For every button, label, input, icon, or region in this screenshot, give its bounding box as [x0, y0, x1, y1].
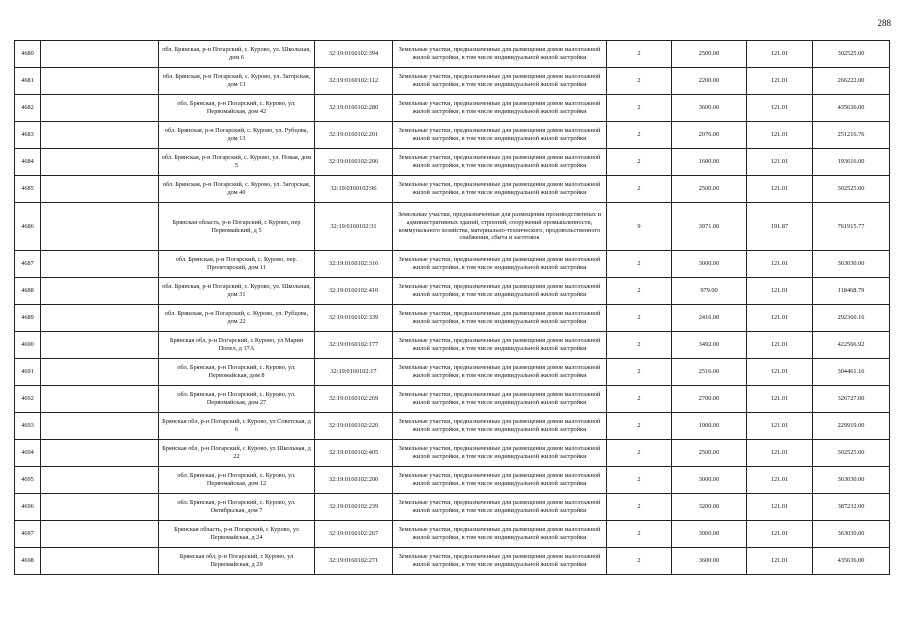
- cadastral-number-cell: 32:19:0160102:405: [315, 440, 393, 467]
- area-cell: 3600.00: [672, 95, 747, 122]
- use-group-cell: 2: [607, 149, 672, 176]
- table-row: [15, 122, 890, 149]
- land-use-cell: Земельные участки, предназначенные для размещения домов малоэтажной жилой застройки, в том числе индивидуальной жилой застройки: [393, 251, 607, 278]
- area-cell: 3600.00: [672, 548, 747, 575]
- specific-value-cell: 121.01: [747, 41, 813, 68]
- specific-value-cell: 121.01: [747, 494, 813, 521]
- use-group-cell: 2: [607, 521, 672, 548]
- page-number: 288: [877, 18, 891, 28]
- table-row: [15, 386, 890, 413]
- area-cell: 979.00: [672, 278, 747, 305]
- use-group-cell: 2: [607, 176, 672, 203]
- row-number-cell: 4697: [15, 521, 41, 548]
- cadastral-value-cell: 302525.00: [813, 176, 890, 203]
- area-cell: 1600.00: [672, 149, 747, 176]
- use-group-cell: 2: [607, 548, 672, 575]
- area-cell: 2500.00: [672, 440, 747, 467]
- row-number-cell: 4696: [15, 494, 41, 521]
- cadastral-number-cell: 32:19:0160102:410: [315, 278, 393, 305]
- row-number-cell: 4690: [15, 332, 41, 359]
- row-number-cell: 4691: [15, 359, 41, 386]
- row-number-cell: 4695: [15, 467, 41, 494]
- area-cell: 3971.00: [672, 203, 747, 251]
- cadastral-value-cell: 193616.00: [813, 149, 890, 176]
- table-row: [15, 251, 890, 278]
- cadastral-number-cell: 32:19:0160102:96: [315, 176, 393, 203]
- blank-cell: [41, 122, 159, 149]
- cadastral-value-cell: 229919.00: [813, 413, 890, 440]
- land-use-cell: Земельные участки, предназначенные для размещения домов малоэтажной жилой застройки, в том числе индивидуальной жилой застройки: [393, 359, 607, 386]
- land-use-cell: Земельные участки, предназначенные для размещения домов малоэтажной жилой застройки, в том числе индивидуальной жилой застройки: [393, 95, 607, 122]
- cadastral-number-cell: 32:19:0160102:200: [315, 467, 393, 494]
- use-group-cell: 2: [607, 305, 672, 332]
- specific-value-cell: 121.01: [747, 386, 813, 413]
- address-cell: Брянская обл, р-н Погарский, с Курово, ул Школьная, д 22: [159, 440, 315, 467]
- land-use-cell: Земельные участки, предназначенные для размещения домов малоэтажной жилой застройки, в том числе индивидуальной жилой застройки: [393, 521, 607, 548]
- cadastral-value-cell: 266222.00: [813, 68, 890, 95]
- row-number-cell: 4689: [15, 305, 41, 332]
- specific-value-cell: 121.01: [747, 440, 813, 467]
- use-group-cell: 9: [607, 203, 672, 251]
- cadastral-value-cell: 251216.76: [813, 122, 890, 149]
- cadastral-value-cell: 387232.00: [813, 494, 890, 521]
- area-cell: 2200.00: [672, 68, 747, 95]
- use-group-cell: 2: [607, 251, 672, 278]
- cadastral-value-cell: 422566.92: [813, 332, 890, 359]
- address-cell: Брянская область, р-н Погарский, с Курово, пер Первомайский, д 5: [159, 203, 315, 251]
- row-number-cell: 4693: [15, 413, 41, 440]
- blank-cell: [41, 149, 159, 176]
- use-group-cell: 2: [607, 41, 672, 68]
- blank-cell: [41, 95, 159, 122]
- blank-cell: [41, 251, 159, 278]
- specific-value-cell: 121.01: [747, 176, 813, 203]
- cadastral-number-cell: 32:19:0160102:220: [315, 413, 393, 440]
- table-row: [15, 413, 890, 440]
- table-row: [15, 149, 890, 176]
- use-group-cell: 2: [607, 95, 672, 122]
- row-number-cell: 4688: [15, 278, 41, 305]
- address-cell: обл. Брянская, р-н Погарский, с. Курово, ул. Октябрьская, дом 7: [159, 494, 315, 521]
- use-group-cell: 2: [607, 386, 672, 413]
- table-row: [15, 176, 890, 203]
- cadastral-number-cell: 32:19:0160102:112: [315, 68, 393, 95]
- land-use-cell: Земельные участки, предназначенные для размещения домов малоэтажной жилой застройки, в том числе индивидуальной жилой застройки: [393, 467, 607, 494]
- address-cell: обл. Брянская, р-н Погарский, с. Курово, ул. Школьная, дом 31: [159, 278, 315, 305]
- address-cell: обл. Брянская, р-н Погарский, с. Курово, ул. Первомайская, дом 42: [159, 95, 315, 122]
- row-number-cell: 4685: [15, 176, 41, 203]
- address-cell: обл. Брянская, р-н Погарский, с. Курово, ул. Первомайская, дом 27: [159, 386, 315, 413]
- cadastral-number-cell: 32:19:0160102:17: [315, 359, 393, 386]
- land-use-cell: Земельные участки, предназначенные для размещения домов малоэтажной жилой застройки, в том числе индивидуальной жилой застройки: [393, 548, 607, 575]
- specific-value-cell: 191.87: [747, 203, 813, 251]
- blank-cell: [41, 467, 159, 494]
- cadastral-value-cell: 302525.00: [813, 440, 890, 467]
- row-number-cell: 4682: [15, 95, 41, 122]
- address-cell: обл. Брянская, р-н Погарский, с. Курово, ул. Новая, дом 5: [159, 149, 315, 176]
- use-group-cell: 2: [607, 332, 672, 359]
- land-use-cell: Земельные участки, предназначенные для размещения домов малоэтажной жилой застройки, в том числе индивидуальной жилой застройки: [393, 494, 607, 521]
- address-cell: обл. Брянская, р-н Погарский, с. Курово, ул. Школьная, дом 6: [159, 41, 315, 68]
- row-number-cell: 4694: [15, 440, 41, 467]
- cadastral-value-cell: 363030.00: [813, 467, 890, 494]
- table-row: [15, 440, 890, 467]
- specific-value-cell: 121.01: [747, 413, 813, 440]
- cadastral-number-cell: 32:19:0160102:339: [315, 305, 393, 332]
- cadastral-number-cell: 32:19:0160102:271: [315, 548, 393, 575]
- specific-value-cell: 121.01: [747, 122, 813, 149]
- row-number-cell: 4687: [15, 251, 41, 278]
- address-cell: обл. Брянская, р-н Погарский, с. Курово, ул. Загорская, дом 40: [159, 176, 315, 203]
- row-number-cell: 4692: [15, 386, 41, 413]
- row-number-cell: 4686: [15, 203, 41, 251]
- row-number-cell: 4698: [15, 548, 41, 575]
- cadastral-number-cell: 32:19:0160102:31: [315, 203, 393, 251]
- use-group-cell: 2: [607, 413, 672, 440]
- area-cell: 3000.00: [672, 467, 747, 494]
- blank-cell: [41, 68, 159, 95]
- cadastral-value-cell: 435636.00: [813, 548, 890, 575]
- land-use-cell: Земельные участки, предназначенные для размещения домов малоэтажной жилой застройки, в том числе индивидуальной жилой застройки: [393, 122, 607, 149]
- land-use-cell: Земельные участки, предназначенные для размещения домов малоэтажной жилой застройки, в том числе индивидуальной жилой застройки: [393, 278, 607, 305]
- area-cell: 3200.00: [672, 494, 747, 521]
- blank-cell: [41, 386, 159, 413]
- area-cell: 2516.00: [672, 359, 747, 386]
- address-cell: Брянская область, р-н Погарский, с Курово, ул Первомайская, д 24: [159, 521, 315, 548]
- address-cell: обл. Брянская, р-н Погарский, с. Курово, ул. Рубцова, дом 13: [159, 122, 315, 149]
- blank-cell: [41, 440, 159, 467]
- specific-value-cell: 121.01: [747, 68, 813, 95]
- row-number-cell: 4684: [15, 149, 41, 176]
- use-group-cell: 2: [607, 494, 672, 521]
- table-row: [15, 359, 890, 386]
- land-use-cell: Земельные участки, предназначенные для размещения домов малоэтажной жилой застройки, в том числе индивидуальной жилой застройки: [393, 176, 607, 203]
- blank-cell: [41, 494, 159, 521]
- use-group-cell: 2: [607, 122, 672, 149]
- use-group-cell: 2: [607, 278, 672, 305]
- cadastral-number-cell: 32:19:0160102:267: [315, 521, 393, 548]
- land-use-cell: Земельные участки, предназначенные для размещения домов малоэтажной жилой застройки, в том числе индивидуальной жилой застройки: [393, 332, 607, 359]
- table-row: [15, 278, 890, 305]
- cadastral-value-cell: 363030.00: [813, 521, 890, 548]
- area-cell: 2500.00: [672, 176, 747, 203]
- blank-cell: [41, 305, 159, 332]
- land-use-cell: Земельные участки, предназначенные для размещения домов малоэтажной жилой застройки, в том числе индивидуальной жилой застройки: [393, 41, 607, 68]
- specific-value-cell: 121.01: [747, 359, 813, 386]
- use-group-cell: 2: [607, 467, 672, 494]
- cadastral-value-cell: 761915.77: [813, 203, 890, 251]
- address-cell: обл. Брянская, р-н Погарский, с. Курово, ул. Первомайская, дом 12: [159, 467, 315, 494]
- use-group-cell: 2: [607, 68, 672, 95]
- blank-cell: [41, 548, 159, 575]
- area-cell: 3492.00: [672, 332, 747, 359]
- cadastral-value-cell: 435636.00: [813, 95, 890, 122]
- address-cell: обл. Брянская, р-н Погарский, с. Курово, ул. Рубцова, дом 22: [159, 305, 315, 332]
- specific-value-cell: 121.01: [747, 521, 813, 548]
- land-use-cell: Земельные участки, предназначенные для размещения домов малоэтажной жилой застройки, в том числе индивидуальной жилой застройки: [393, 149, 607, 176]
- land-use-cell: Земельные участки, предназначенные для размещения домов малоэтажной жилой застройки, в том числе индивидуальной жилой застройки: [393, 68, 607, 95]
- table-row: [15, 548, 890, 575]
- row-number-cell: 4681: [15, 68, 41, 95]
- specific-value-cell: 121.01: [747, 467, 813, 494]
- area-cell: 3000.00: [672, 251, 747, 278]
- blank-cell: [41, 278, 159, 305]
- cadastral-value-cell: 302525.00: [813, 41, 890, 68]
- blank-cell: [41, 176, 159, 203]
- cadastral-value-cell: 118468.79: [813, 278, 890, 305]
- cadastral-number-cell: 32:19:0160102:269: [315, 386, 393, 413]
- table-row: [15, 467, 890, 494]
- specific-value-cell: 121.01: [747, 548, 813, 575]
- cadastral-value-cell: 363030.00: [813, 251, 890, 278]
- specific-value-cell: 121.01: [747, 95, 813, 122]
- cadastral-number-cell: 32:19:0160102:177: [315, 332, 393, 359]
- cadastral-value-cell: 326727.00: [813, 386, 890, 413]
- address-cell: обл. Брянская, р-н Погарский, с. Курово, пер. Пролетарский, дом 11: [159, 251, 315, 278]
- specific-value-cell: 121.01: [747, 149, 813, 176]
- land-use-cell: Земельные участки, предназначенные для размещения домов малоэтажной жилой застройки, в том числе индивидуальной жилой застройки: [393, 386, 607, 413]
- cadastral-number-cell: 32:19:0160102:206: [315, 149, 393, 176]
- specific-value-cell: 121.01: [747, 251, 813, 278]
- specific-value-cell: 121.01: [747, 332, 813, 359]
- area-cell: 2500.00: [672, 41, 747, 68]
- cadastral-number-cell: 32:19:0160102:394: [315, 41, 393, 68]
- blank-cell: [41, 413, 159, 440]
- address-cell: Брянская обл, р-н Погарский, с Курово, ул Первомайская, д 29: [159, 548, 315, 575]
- table-row: [15, 521, 890, 548]
- cadastral-value-cell: 292360.16: [813, 305, 890, 332]
- address-cell: обл. Брянская, р-н Погарский, с. Курово, ул. Загорская, дом 13: [159, 68, 315, 95]
- address-cell: Брянская обл, р-н Погарский, с Курово, ул Советская, д 6: [159, 413, 315, 440]
- land-use-cell: Земельные участки, предназначенные для размещения домов малоэтажной жилой застройки, в том числе индивидуальной жилой застройки: [393, 440, 607, 467]
- address-cell: обл. Брянская, р-н Погарский, с. Курово, ул. Первомайская, дом 8: [159, 359, 315, 386]
- address-cell: Брянская обл, р-н Погарский, с Курово, ул Марии Попел, д 17А: [159, 332, 315, 359]
- table-row: [15, 95, 890, 122]
- cadastral-number-cell: 32:19:0160102:280: [315, 95, 393, 122]
- use-group-cell: 2: [607, 359, 672, 386]
- table-row: [15, 68, 890, 95]
- table-row: [15, 41, 890, 68]
- use-group-cell: 2: [607, 440, 672, 467]
- land-use-cell: Земельные участки, предназначенные для размещения домов малоэтажной жилой застройки, в том числе индивидуальной жилой застройки: [393, 413, 607, 440]
- land-use-cell: Земельные участки, предназначенные для размещения производственных и административных зданий, строений, сооружений промышленности, коммунального хозяйства, материально-технического, продовольственного снабжения, сбыта и заготовок: [393, 203, 607, 251]
- table-row: [15, 332, 890, 359]
- area-cell: 2416.00: [672, 305, 747, 332]
- area-cell: 2700.00: [672, 386, 747, 413]
- table-row: [15, 203, 890, 251]
- blank-cell: [41, 41, 159, 68]
- row-number-cell: 4680: [15, 41, 41, 68]
- specific-value-cell: 121.01: [747, 278, 813, 305]
- cadastral-number-cell: 32:19:0160102:316: [315, 251, 393, 278]
- blank-cell: [41, 332, 159, 359]
- blank-cell: [41, 521, 159, 548]
- table-row: [15, 305, 890, 332]
- area-cell: 2076.00: [672, 122, 747, 149]
- row-number-cell: 4683: [15, 122, 41, 149]
- specific-value-cell: 121.01: [747, 305, 813, 332]
- area-cell: 1900.00: [672, 413, 747, 440]
- blank-cell: [41, 359, 159, 386]
- cadastral-value-cell: 304461.16: [813, 359, 890, 386]
- cadastral-number-cell: 32:19:0160102:239: [315, 494, 393, 521]
- cadastral-number-cell: 32:19:0160102:201: [315, 122, 393, 149]
- cadastral-value-table: [14, 40, 890, 575]
- area-cell: 3000.00: [672, 521, 747, 548]
- blank-cell: [41, 203, 159, 251]
- table-row: [15, 494, 890, 521]
- land-use-cell: Земельные участки, предназначенные для размещения домов малоэтажной жилой застройки, в том числе индивидуальной жилой застройки: [393, 305, 607, 332]
